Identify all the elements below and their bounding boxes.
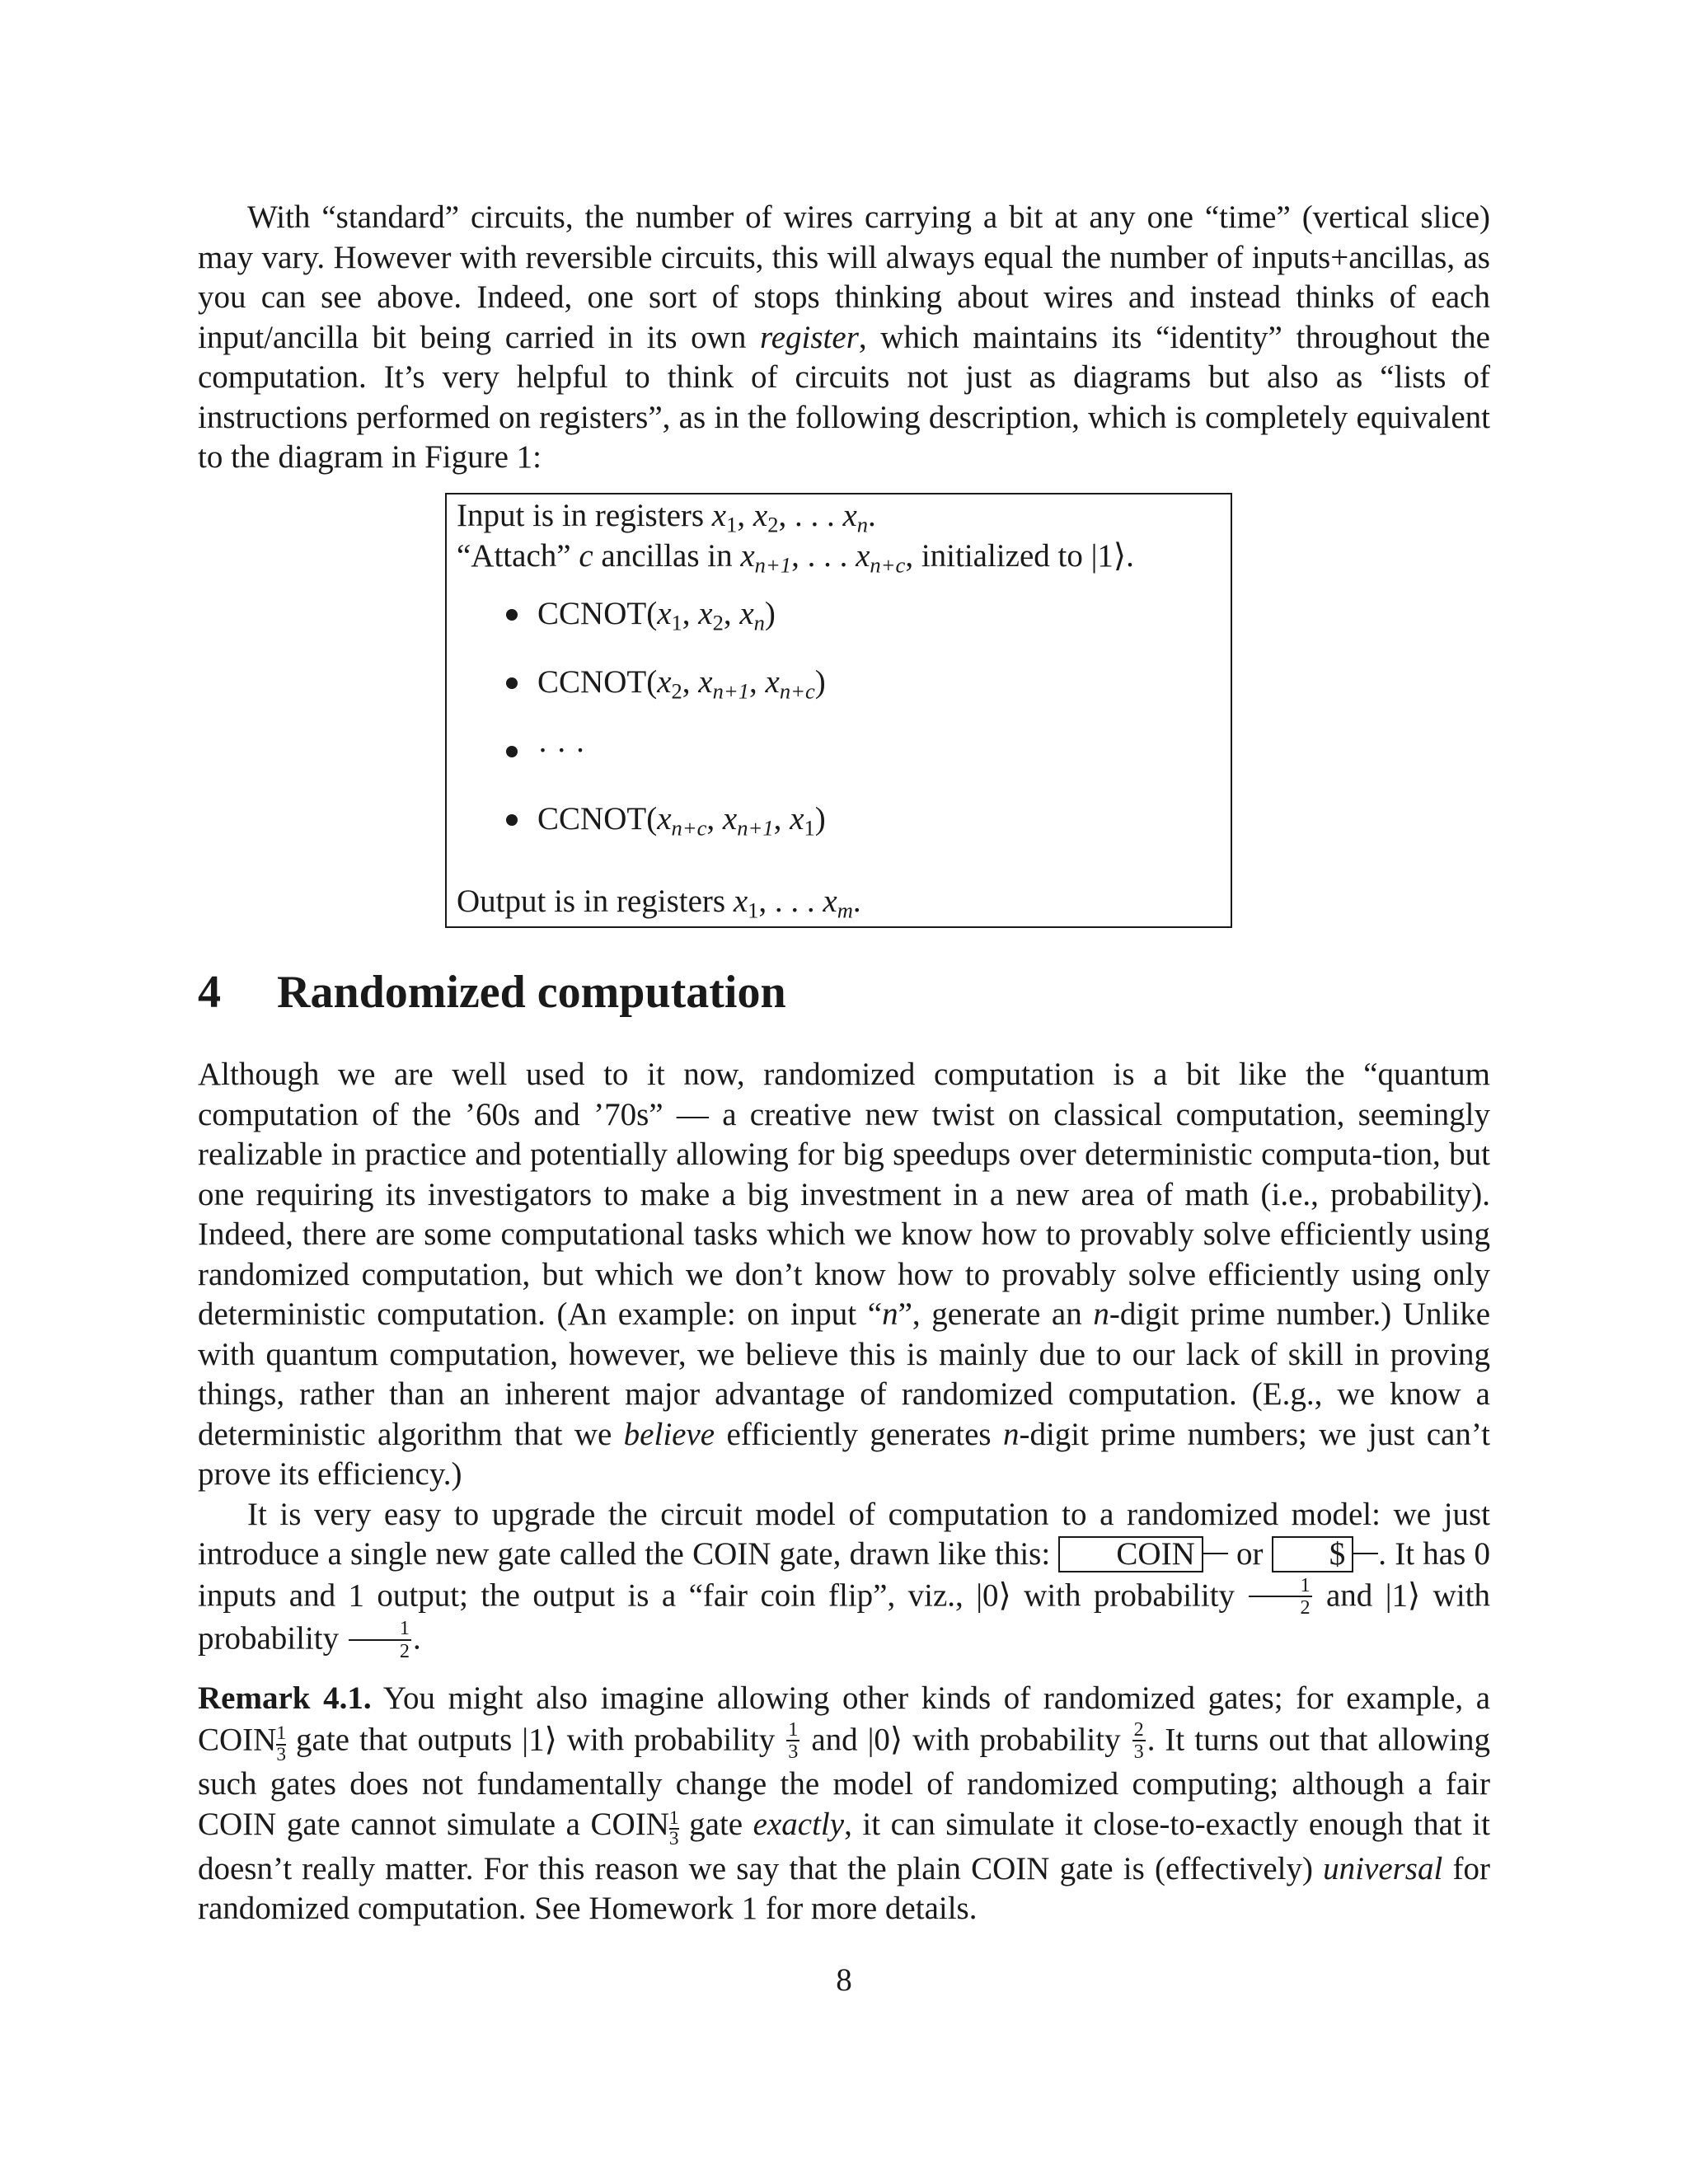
bullet-icon (506, 677, 518, 689)
coin-gate-box: COIN (1058, 1536, 1203, 1572)
fraction-one-half: $\frac{1}{2}$ (1249, 1575, 1311, 1619)
list-item: $CCNOT(x_{n+c}$, $x_{n+1}$, $x_1$) (457, 799, 1221, 868)
fraction-two-thirds: $\frac{2}{3}$ (1133, 1718, 1144, 1763)
register-instructions-box (445, 493, 1232, 928)
paper-page (198, 0, 1490, 2184)
section-body (198, 1055, 1490, 1661)
section-title: Randomized computation (277, 967, 786, 1018)
emphasis-register: register (760, 319, 859, 355)
input-registers-line: Input is in registers $x_1$, $x_2$, . . . $x_n$. (457, 498, 876, 537)
bullet-icon (506, 609, 518, 621)
output-registers-line: Output is in registers $x_1$, . . . $x_m$. (457, 883, 861, 923)
emphasis-believe: believe (623, 1416, 715, 1452)
bullet-icon (506, 746, 518, 757)
intro-paragraph: With “standard” circuits, the number of wires carrying a bit at any one “time” (vertical slice) may vary. However with reversible circuits, this will always equal the number of inputs+ancillas, as you can see above. Indeed, one sort of stops thinking about wires and instead thinks of each input/ancilla bit being carried in its own register, which maintains its “identity” throughout the computation. It’s very helpful to think of circuits not just as diagrams but also as “lists of instructions performed on registers”, as in the following description, which is completely equivalent to the diagram in Figure 1: (198, 199, 1490, 475)
list-item: $CCNOT(x_1$, $x_2$, $x_n$) (457, 594, 1221, 663)
gate-wire (1203, 1553, 1228, 1554)
randomized-intro-paragraph: Although we are well used to it now, randomized computation is a bit like the “quantum computation of the ’60s and ’70s” — a creative new twist on classical computation, seemingly realizable in practice and potentially allowing for big speedups over deterministic computa-tion, but one requiring its investigators to make a big investment in a new area of math (i.e., probability). Indeed, there are some computational tasks which we know how to provably solve efficiently using randomized computation, but which we don’t know how to provably solve efficiently using only deterministic computation. (An example: on input “n”, generate an n-digit prime number.) Unlike with quantum computation, however, we believe this is mainly due to our lack of skill in proving things, rather than an inherent major advantage of randomized computation. (E.g., we know a deterministic algorithm that we believe efficiently generates n-digit prime numbers; we just can’t prove its efficiency.) (198, 1057, 1491, 1492)
gate-wire (1353, 1553, 1378, 1554)
bullet-icon (506, 814, 518, 826)
list-item: · · · (457, 731, 1221, 799)
remark-label: Remark 4.1. (198, 1680, 372, 1716)
coin-subscript-one-third: $\frac{1}{3}$ (668, 1807, 679, 1850)
dollar-gate-box: $ (1272, 1536, 1354, 1572)
emphasis-universal: universal (1323, 1850, 1443, 1886)
emphasis-exactly: exactly (753, 1806, 845, 1842)
coin-subscript-one-third: $\frac{1}{3}$ (276, 1722, 287, 1765)
section-heading (198, 966, 786, 1019)
list-item: $CCNOT(x_2$, $x_{n+1}$, $x_{n+c}$) (457, 663, 1221, 731)
ccnot-instruction-list (457, 594, 1221, 868)
fraction-one-half: $\frac{1}{2}$ (349, 1618, 411, 1661)
fraction-one-third: $\frac{1}{3}$ (788, 1718, 799, 1763)
coin-gate-paragraph: It is very easy to upgrade the circuit model of computation to a randomized model: we just introduce a single new gate called the COIN gate, drawn like this: COIN or $ . It has 0 inputs and 1 output; the output is a “fair coin flip”, viz., |0⟩ with probability $\frac{1}{2}$ and |1⟩ with probability $\frac{1}{2}$ . (198, 1496, 1491, 1662)
attach-ancillas-line: “Attach” c ancillas in $x_{n+1}$, . . . $x_{n+c}$, initialized to |1⟩. (457, 537, 1134, 577)
remark-4-1: Remark 4.1. You might also imagine allowing other kinds of randomized gates; for example, a COIN $\frac{1}{3}$ gate that outputs |1⟩ with probability $\frac{1}{3}$ and |0⟩ with probability $\frac{2}{3}$ . It turns out that allowing such gates does not fundamentally change the model of randomized computing; although a fair COIN gate cannot simulate a COIN $\frac{1}{3}$ gate exactly, it can simulate it close-to-exactly enough that it doesn’t really matter. For this reason we say that the plain COIN gate is (effectively) universal for randomized computation. See Homework 1 for more details. (198, 1680, 1491, 1927)
section-number: 4 (198, 967, 221, 1018)
page-number: 8 (836, 1962, 852, 1998)
